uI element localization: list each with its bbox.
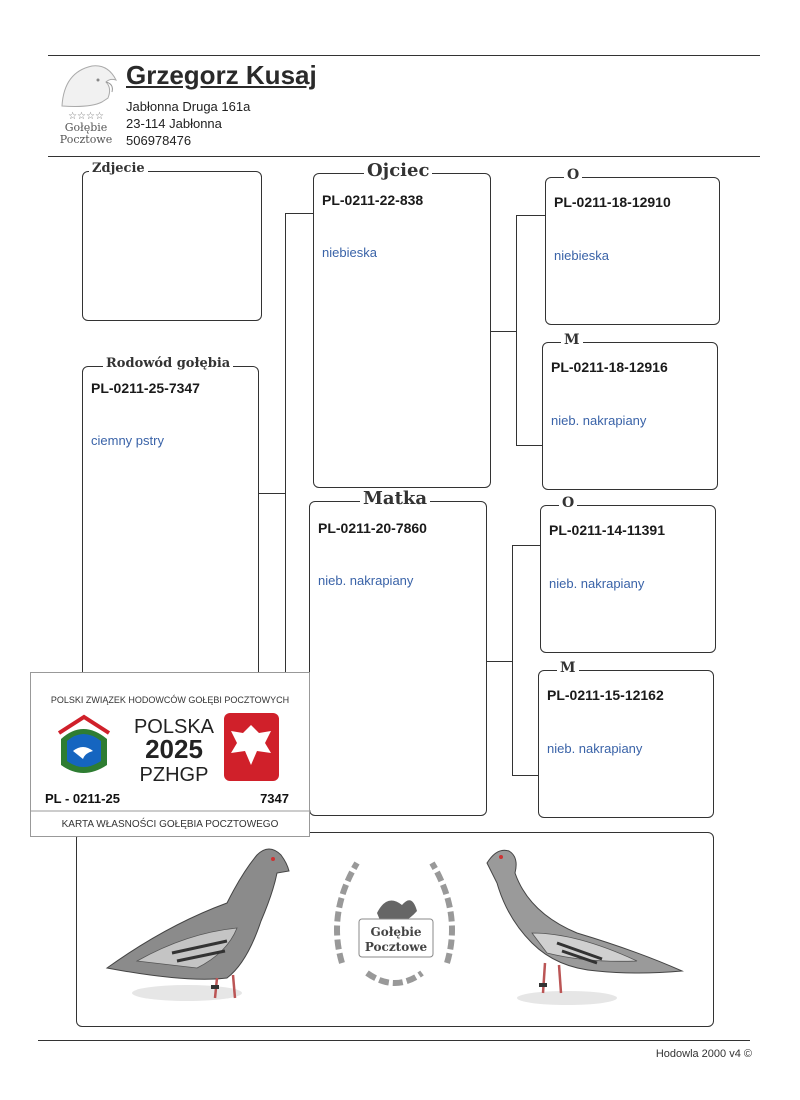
mother-father-legend: O [559,495,577,511]
pigeon-right-icon [487,850,682,1005]
father-legend: Ojciec [364,160,432,181]
mother-legend: Matka [360,488,430,509]
card-header: POLSKI ZWIĄZEK HODOWCÓW GOŁĘBI POCZTOWYCH [50,695,290,705]
logo-text-2: Pocztowe [59,133,113,146]
pigeon-left-icon [107,849,289,1001]
father-father-ring: PL-0211-18-12910 [554,194,671,210]
connector [491,331,516,332]
father-mother-legend: M [561,332,583,348]
pigeon-legend: Rodowód gołębia [103,356,233,371]
card-ring-prefix: PL - 0211-25 [45,791,120,806]
mother-mother-legend: M [557,660,579,676]
father-color: niebieska [322,245,377,260]
card-org: PZHGP [139,764,209,786]
father-father-box [545,167,720,325]
ownership-card [30,672,310,837]
father-ring: PL-0211-22-838 [322,192,424,208]
pigeon-color: ciemny pstry [91,433,164,448]
card-ring-number: 7347 [260,791,289,806]
mother-father-ring: PL-0211-14-11391 [549,522,665,538]
pigeon-box [82,356,259,686]
footer-rule [38,1040,750,1041]
connector [285,213,286,673]
wreath-emblem-icon [337,863,452,983]
pigeons-illustration [77,833,713,1026]
father-father-color: niebieska [554,248,609,263]
svg-text:☆☆☆☆: ☆☆☆☆ [68,111,104,122]
card-country: POLSKA [133,716,215,738]
footer-text: Hodowla 2000 v4 © [655,1048,752,1060]
father-mother-ring: PL-0211-18-12916 [551,359,668,375]
card-footer: KARTA WŁASNOŚCI GOŁĘBIA POCZTOWEGO [61,819,279,830]
connector [512,775,538,776]
owner-name: Grzegorz Kusaj [126,60,317,90]
eagle-logo-icon [50,58,122,148]
emblem-text-1: Gołębie [370,925,422,939]
mother-mother-ring: PL-0211-15-12162 [547,687,664,703]
mother-mother-color: nieb. nakrapiany [547,741,643,756]
owner-address-line2: 23-114 Jabłonna [126,116,222,131]
owner-phone: 506978476 [126,133,192,148]
mother-father-box [540,495,716,653]
photo-box [82,161,262,321]
mother-father-color: nieb. nakrapiany [549,576,645,591]
father-mother-box [542,332,718,490]
connector [516,215,517,445]
header-top-rule [48,55,760,56]
header-bottom-rule [48,156,760,157]
mother-box [309,488,487,816]
father-father-legend: O [564,167,582,183]
mother-color: nieb. nakrapiany [318,573,414,588]
mother-ring: PL-0211-20-7860 [318,520,427,536]
logo [50,58,122,148]
pigeon-ring: PL-0211-25-7347 [91,380,200,396]
connector [512,545,540,546]
connector [516,215,545,216]
father-box [313,160,491,488]
pzhgp-logo-icon [59,717,109,773]
connector [487,661,512,662]
connector [512,545,513,775]
emblem-text-2: Pocztowe [364,940,428,954]
polish-eagle-icon [224,713,279,781]
logo-text-1: Gołębie [64,121,108,134]
connector [285,213,313,214]
mother-mother-box [538,660,714,818]
connector [516,445,542,446]
owner-address-line1: Jabłonna Druga 161a [126,99,251,114]
decoration-panel [76,832,714,1027]
connector [259,493,285,494]
father-mother-color: nieb. nakrapiany [551,413,647,428]
card-graphics [31,673,311,838]
card-year: 2025 [145,734,203,764]
photo-legend: Zdjecie [89,161,148,176]
